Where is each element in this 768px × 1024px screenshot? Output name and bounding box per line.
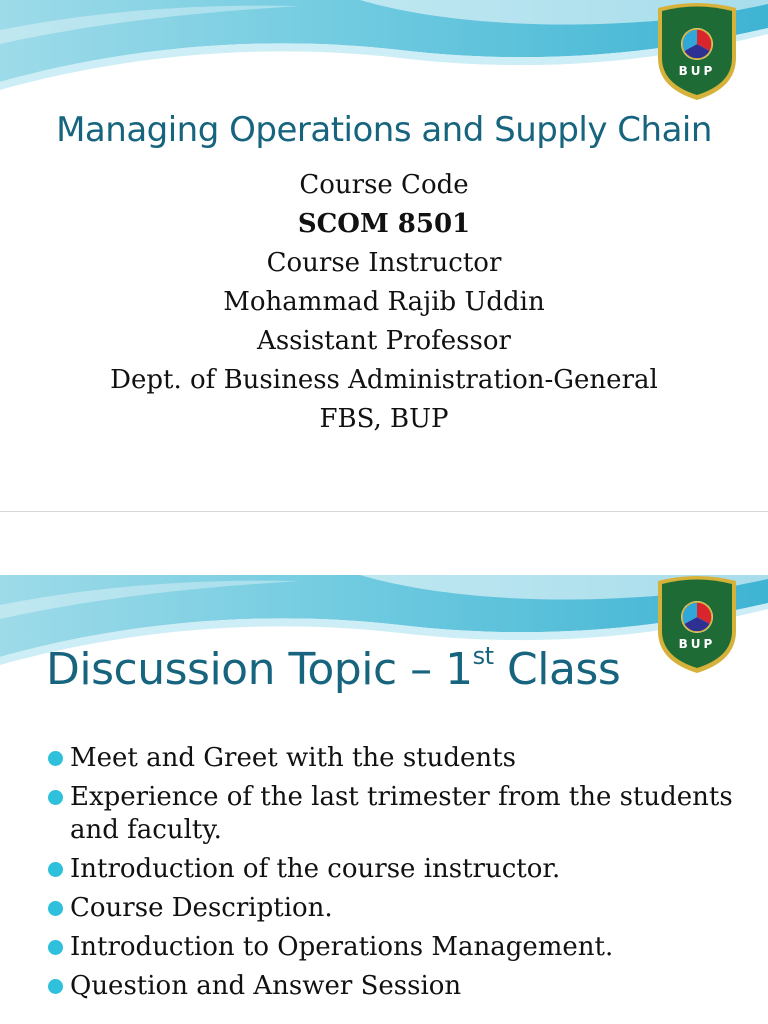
list-item: Introduction to Operations Management.: [48, 931, 748, 964]
bup-logo-icon: [652, 575, 742, 675]
title-main: Discussion Topic – 1: [46, 644, 473, 695]
instructor-name: Mohammad Rajib Uddin: [223, 287, 545, 317]
instructor-label: Course Instructor: [266, 248, 502, 278]
list-item: Question and Answer Session: [48, 970, 748, 1003]
instructor-position: Assistant Professor: [257, 326, 511, 356]
course-code: SCOM 8501: [297, 209, 471, 239]
list-item: Introduction of the course instructor.: [48, 853, 748, 886]
course-info: [0, 166, 768, 439]
bullet-icon: [48, 901, 63, 916]
bullet-icon: [48, 862, 63, 877]
title-superscript: st: [472, 642, 494, 670]
course-title: Managing Operations and Supply Chain: [56, 110, 712, 150]
bullet-icon: [48, 790, 63, 805]
list-item: Experience of the last trimester from the students and faculty.: [48, 781, 748, 847]
bullet-icon: [48, 979, 63, 994]
discussion-title: [46, 644, 620, 695]
bullet-icon: [48, 751, 63, 766]
course-code-label: Course Code: [299, 170, 469, 200]
list-item: Course Description.: [48, 892, 748, 925]
bup-logo-icon: [652, 2, 742, 102]
topic-list: [48, 742, 748, 1009]
bullet-icon: [48, 940, 63, 955]
title-tail: Class: [493, 644, 621, 695]
instructor-faculty: FBS, BUP: [319, 404, 449, 434]
instructor-department: Dept. of Business Administration-General: [110, 365, 658, 395]
slide-discussion: [0, 512, 768, 1024]
list-item: Meet and Greet with the students: [48, 742, 748, 775]
